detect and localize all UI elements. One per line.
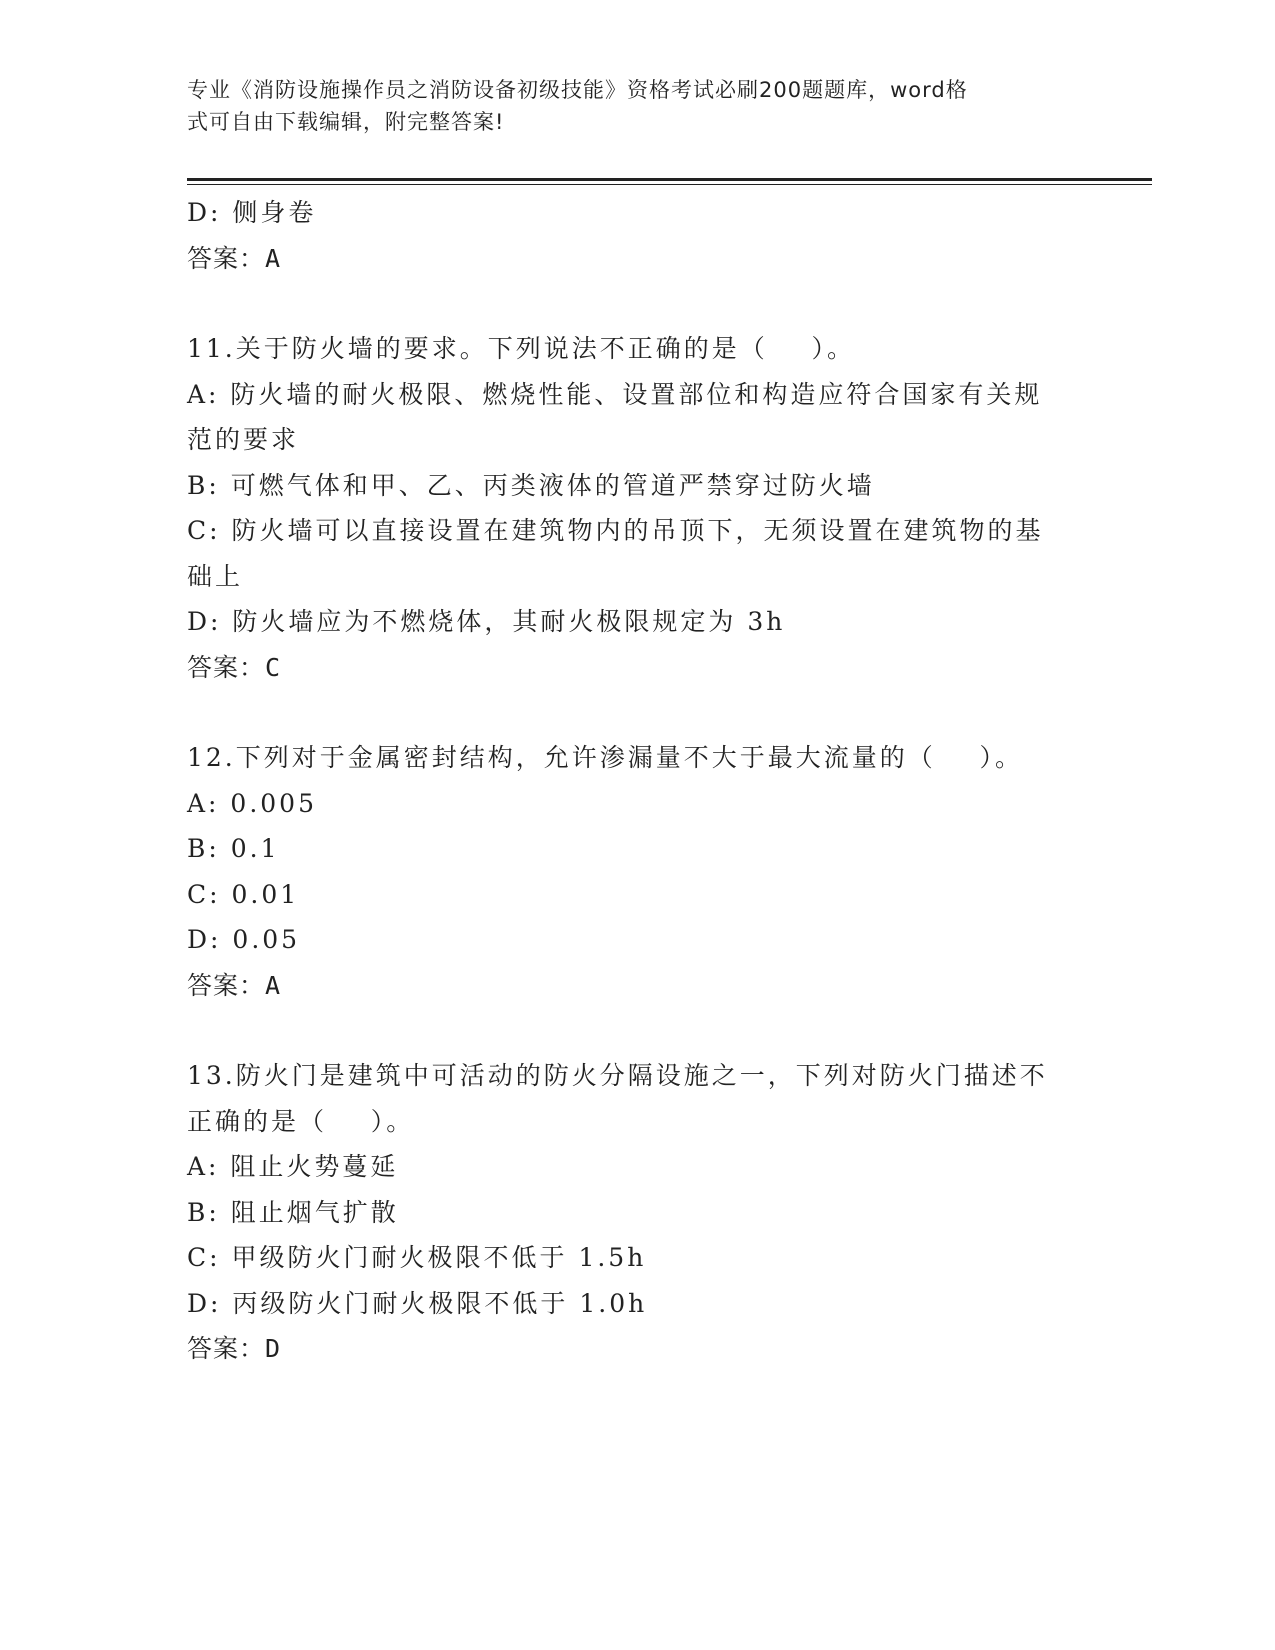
option-d: D: 丙级防火门耐火极限不低于 1.0h	[187, 1288, 648, 1318]
option-b: B: 可燃气体和甲、乙、丙类液体的管道严禁穿过防火墙	[187, 470, 875, 500]
question-stem: 12.下列对于金属密封结构，允许渗漏量不大于最大流量的（ ）。	[187, 743, 1024, 772]
option-b: B: 阻止烟气扩散	[187, 1197, 399, 1227]
answer-label: 答案：	[187, 970, 266, 1000]
answer-label: 答案：	[187, 243, 266, 273]
option-a: A: 0.005	[187, 788, 317, 818]
answer-label: 答案：	[187, 652, 266, 682]
answer-label: 答案：	[187, 1334, 266, 1363]
answer-line	[187, 236, 1067, 282]
option-d: D: 防火墙应为不燃烧体，其耐火极限规定为 3h	[187, 607, 786, 636]
answer-line	[187, 1326, 1067, 1372]
header-divider-thick	[187, 178, 1152, 181]
option-a: A: 防火墙的耐火极限、燃烧性能、设置部位和构造应符合国家有关规	[187, 379, 1043, 409]
answer-value: A	[265, 243, 282, 273]
question-stem: 11.关于防火墙的要求。下列说法不正确的是（ ）。	[187, 334, 856, 363]
document-body	[187, 190, 1067, 1372]
option-c: C: 甲级防火门耐火极限不低于 1.5h	[187, 1243, 647, 1272]
question-13	[187, 1053, 1067, 1372]
header-line-1: 专业《消防设施操作员之消防设备初级技能》资格考试必刷200题题库，word格	[187, 78, 968, 102]
answer-value: A	[265, 970, 282, 1000]
option-b: B: 0.1	[187, 834, 280, 863]
header-line-2: 式可自由下载编辑，附完整答案!	[187, 110, 505, 134]
option-a-continued: 范的要求	[187, 425, 300, 454]
document-header	[187, 74, 1067, 138]
question-11	[187, 326, 1067, 690]
answer-value: D	[265, 1334, 282, 1363]
option-c: C: 0.01	[187, 879, 300, 909]
question-stem: 13.防火门是建筑中可活动的防火分隔设施之一，下列对防火门描述不	[187, 1061, 1048, 1090]
question-12	[187, 735, 1067, 1008]
option-d: D: 0.05	[187, 925, 301, 954]
option-d: D: 侧身卷	[187, 198, 317, 227]
spacer	[187, 1008, 1067, 1053]
option-a: A: 阻止火势蔓延	[187, 1152, 399, 1181]
answer-line	[187, 963, 1067, 1009]
option-c: C: 防火墙可以直接设置在建筑物内的吊顶下，无须设置在建筑物的基	[187, 516, 1044, 545]
previous-question-tail	[187, 190, 1067, 281]
header-divider-thin	[187, 184, 1152, 185]
spacer	[187, 690, 1067, 735]
question-stem-continued: 正确的是（ ）。	[187, 1106, 415, 1136]
answer-value: C	[265, 652, 282, 682]
answer-line	[187, 645, 1067, 691]
option-c-continued: 础上	[187, 561, 244, 591]
spacer	[187, 281, 1067, 326]
